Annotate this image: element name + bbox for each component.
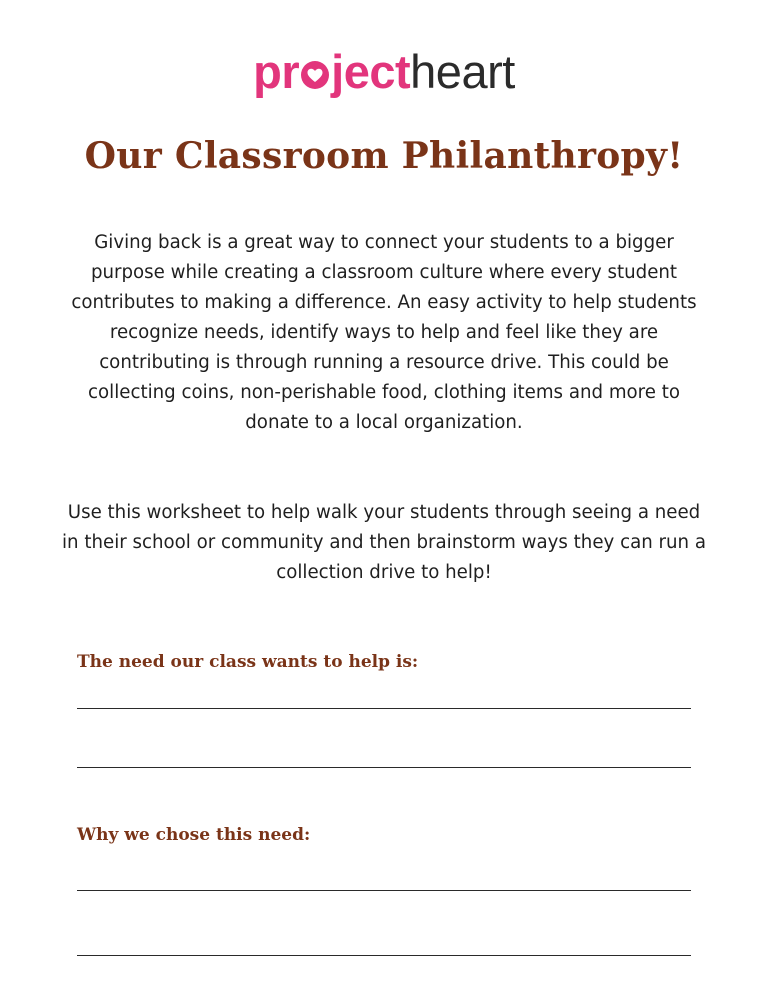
need-answer-line-1[interactable] [77,708,691,709]
logo-text-ject: ject [331,45,411,98]
logo-text-heart: heart [410,45,515,98]
why-answer-line-1[interactable] [77,890,691,891]
logo-text-pr: pr [253,45,300,98]
why-answer-line-2[interactable] [77,955,691,956]
intro-paragraph: Giving back is a great way to connect your students to a bigger purpose while creating a classroom culture where every student contributes to making a difference. An easy activity to help students recognize needs, identify ways to help and feel like they are contributing is through running a resource drive. This could be collecting coins, non-perishable food, clothing items and more to donate to a local organization. [71,232,697,433]
project-heart-logo [0,44,768,100]
why-prompt-label: Why we chose this need: [77,825,311,845]
instructions-paragraph: Use this worksheet to help walk your students through seeing a need in their school or community and then brainstorm ways they can run a collection drive to help! [62,502,706,583]
heart-icon [300,60,330,90]
need-answer-line-2[interactable] [77,767,691,768]
page-title: Our Classroom Philanthropy! [84,135,684,177]
need-prompt-label: The need our class wants to help is: [77,652,419,672]
